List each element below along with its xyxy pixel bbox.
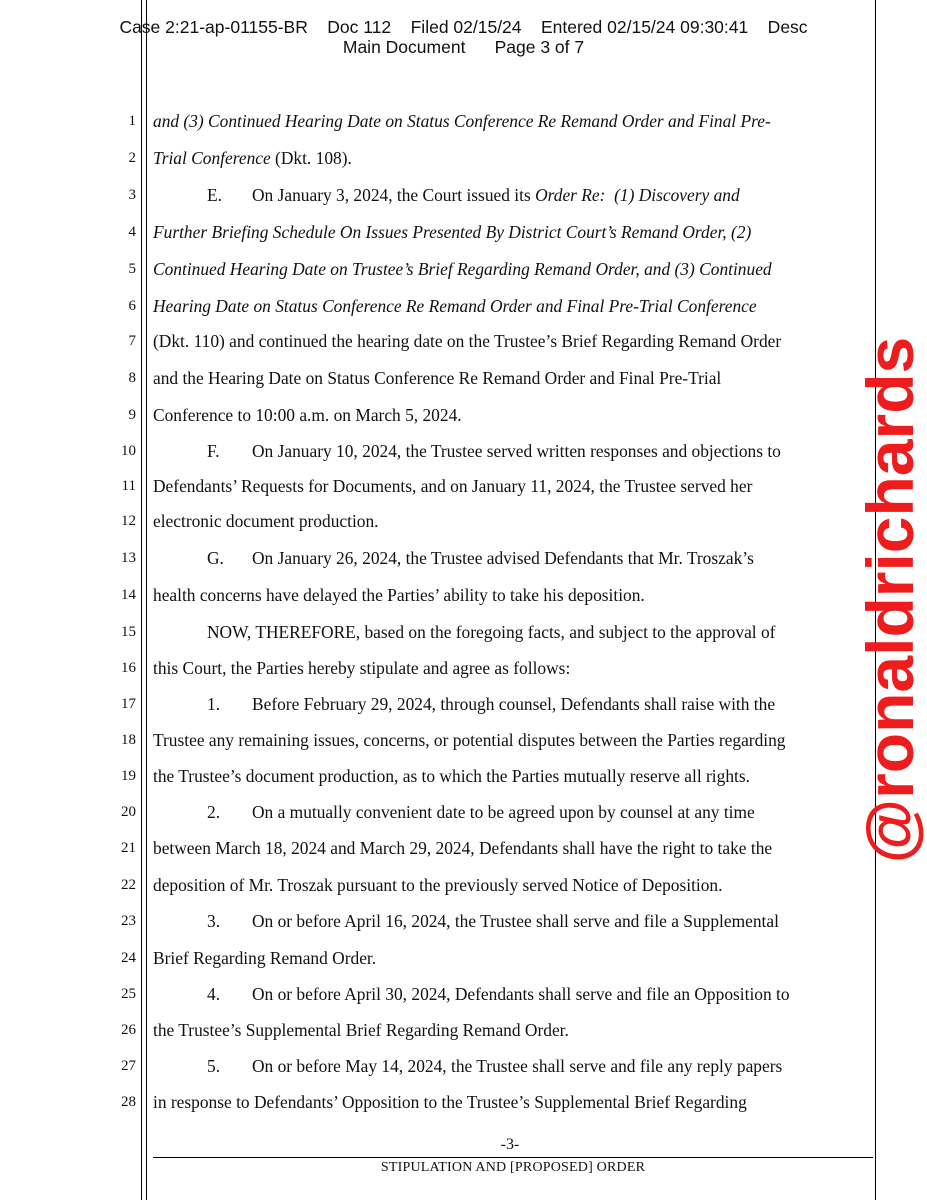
line-number: 6 — [128, 298, 136, 314]
text-line-1 — [153, 111, 771, 131]
line-number: 13 — [121, 550, 136, 566]
body-text: On January 3, 2024, the Court issued its — [252, 185, 536, 205]
paragraph-number: 1. — [207, 694, 221, 714]
text-line-7: (Dkt. 110) and continued the hearing date on the Trustee’s Brief Regarding Remand Order — [153, 331, 782, 351]
line-number: 24 — [121, 950, 136, 966]
line-number: 19 — [121, 768, 136, 784]
docket-ref: (Dkt. 108). — [270, 148, 352, 168]
text-line-18: Trustee any remaining issues, concerns, or potential disputes between the Parties regarding — [153, 730, 786, 750]
paragraph-number: 3. — [207, 911, 221, 931]
italic-text: Order Re: (1) Discovery and — [535, 185, 740, 205]
footer-title: STIPULATION AND [PROPOSED] ORDER — [380, 1160, 646, 1175]
text-line-12: electronic document production. — [153, 511, 379, 531]
line-number: 22 — [121, 877, 136, 893]
line-number: 20 — [121, 804, 136, 820]
text-line-9: Conference to 10:00 a.m. on March 5, 2024. — [153, 405, 462, 425]
paragraph-letter: F. — [207, 441, 220, 461]
italic-text: Further Briefing Schedule On Issues Presented By District Court’s Remand Order, (2) — [153, 222, 752, 242]
line-number: 18 — [121, 732, 136, 748]
line-number: 11 — [121, 478, 136, 494]
footer-rule — [153, 1157, 873, 1158]
line-number: 7 — [128, 333, 136, 349]
line-number: 21 — [121, 840, 136, 856]
paragraph-number: 4. — [207, 984, 221, 1004]
paragraph-number: 2. — [207, 802, 221, 822]
line-number: 3 — [128, 187, 136, 203]
ecf-header-line-1: Case 2:21-ap-01155-BR Doc 112 Filed 02/15/24 Entered 02/15/24 09:30:41 Desc — [119, 17, 808, 37]
text-line-14: health concerns have delayed the Parties’ ability to take his deposition. — [153, 585, 645, 605]
text-line-22: deposition of Mr. Troszak pursuant to the previously served Notice of Deposition. — [153, 875, 723, 895]
line-number: 26 — [121, 1022, 136, 1038]
line-number: 15 — [121, 624, 136, 640]
paragraph-letter: G. — [207, 548, 224, 568]
text-line-2 — [153, 148, 352, 168]
line-number: 5 — [128, 261, 136, 277]
text-line-25 — [153, 984, 790, 1004]
body-text: On January 10, 2024, the Trustee served written responses and objections to — [252, 441, 781, 461]
text-line-19: the Trustee’s document production, as to which the Parties mutually reserve all rights. — [153, 766, 750, 786]
line-number: 9 — [128, 407, 136, 423]
body-text: On January 26, 2024, the Trustee advised Defendants that Mr. Troszak’s — [252, 548, 754, 568]
text-line-11: Defendants’ Requests for Documents, and on January 11, 2024, the Trustee served her — [153, 476, 753, 496]
text-line-4 — [153, 222, 751, 242]
text-line-26: the Trustee’s Supplemental Brief Regarding Remand Order. — [153, 1020, 569, 1040]
italic-text: Trial Conference — [153, 148, 271, 168]
line-number: 28 — [121, 1094, 136, 1110]
text-line-15 — [153, 622, 775, 642]
text-line-21: between March 18, 2024 and March 29, 2024, Defendants shall have the right to take the — [153, 838, 773, 858]
line-number: 17 — [121, 696, 136, 712]
text-line-20 — [153, 802, 755, 822]
text-line-6 — [153, 296, 757, 316]
line-number: 27 — [121, 1058, 136, 1074]
line-number: 4 — [128, 224, 136, 240]
line-number: 16 — [121, 660, 136, 676]
text-line-17 — [153, 694, 775, 714]
body-text: On or before April 16, 2024, the Trustee shall serve and file a Supplemental — [252, 911, 779, 931]
body-text: NOW, THEREFORE, based on the foregoing facts, and subject to the approval of — [207, 622, 776, 642]
text-line-10 — [153, 441, 781, 461]
page-number: -3- — [500, 1136, 520, 1153]
body-text: Before February 29, 2024, through counsel, Defendants shall raise with the — [252, 694, 776, 714]
line-number: 12 — [121, 513, 136, 529]
text-line-3 — [153, 185, 740, 205]
text-line-5 — [153, 259, 772, 279]
paragraph-letter: E. — [207, 185, 222, 205]
italic-text: Continued Hearing Date on Trustee’s Brief Regarding Remand Order, and (3) Continued — [153, 259, 772, 279]
body-text: On or before April 30, 2024, Defendants shall serve and file an Opposition to — [252, 984, 790, 1004]
text-line-13 — [153, 548, 754, 568]
text-line-23 — [153, 911, 779, 931]
watermark-handle: @ronaldrichards — [853, 336, 927, 864]
line-number: 23 — [121, 913, 136, 929]
text-line-27 — [153, 1056, 782, 1076]
ecf-header-line-2: Main Document Page 3 of 7 — [342, 37, 585, 57]
text-line-24: Brief Regarding Remand Order. — [153, 948, 377, 968]
line-number: 10 — [121, 443, 136, 459]
paragraph-number: 5. — [207, 1056, 221, 1076]
line-number: 8 — [128, 370, 136, 386]
left-margin-rule-inner — [146, 0, 147, 1200]
italic-text: and (3) Continued Hearing Date on Status Conference Re Remand Order and Final Pre- — [153, 111, 771, 131]
line-number: 1 — [128, 113, 136, 129]
body-text: On a mutually convenient date to be agreed upon by counsel at any time — [252, 802, 755, 822]
text-line-8: and the Hearing Date on Status Conference Re Remand Order and Final Pre-Trial — [153, 368, 722, 388]
line-number: 2 — [128, 150, 136, 166]
line-number: 25 — [121, 986, 136, 1002]
left-margin-rule — [141, 0, 142, 1200]
line-number: 14 — [121, 587, 136, 603]
italic-text: Hearing Date on Status Conference Re Remand Order and Final Pre-Trial Conference — [153, 296, 757, 316]
body-text: On or before May 14, 2024, the Trustee shall serve and file any reply papers — [252, 1056, 783, 1076]
text-line-16: this Court, the Parties hereby stipulate and agree as follows: — [153, 658, 571, 678]
text-line-28: in response to Defendants’ Opposition to the Trustee’s Supplemental Brief Regarding — [153, 1092, 747, 1112]
